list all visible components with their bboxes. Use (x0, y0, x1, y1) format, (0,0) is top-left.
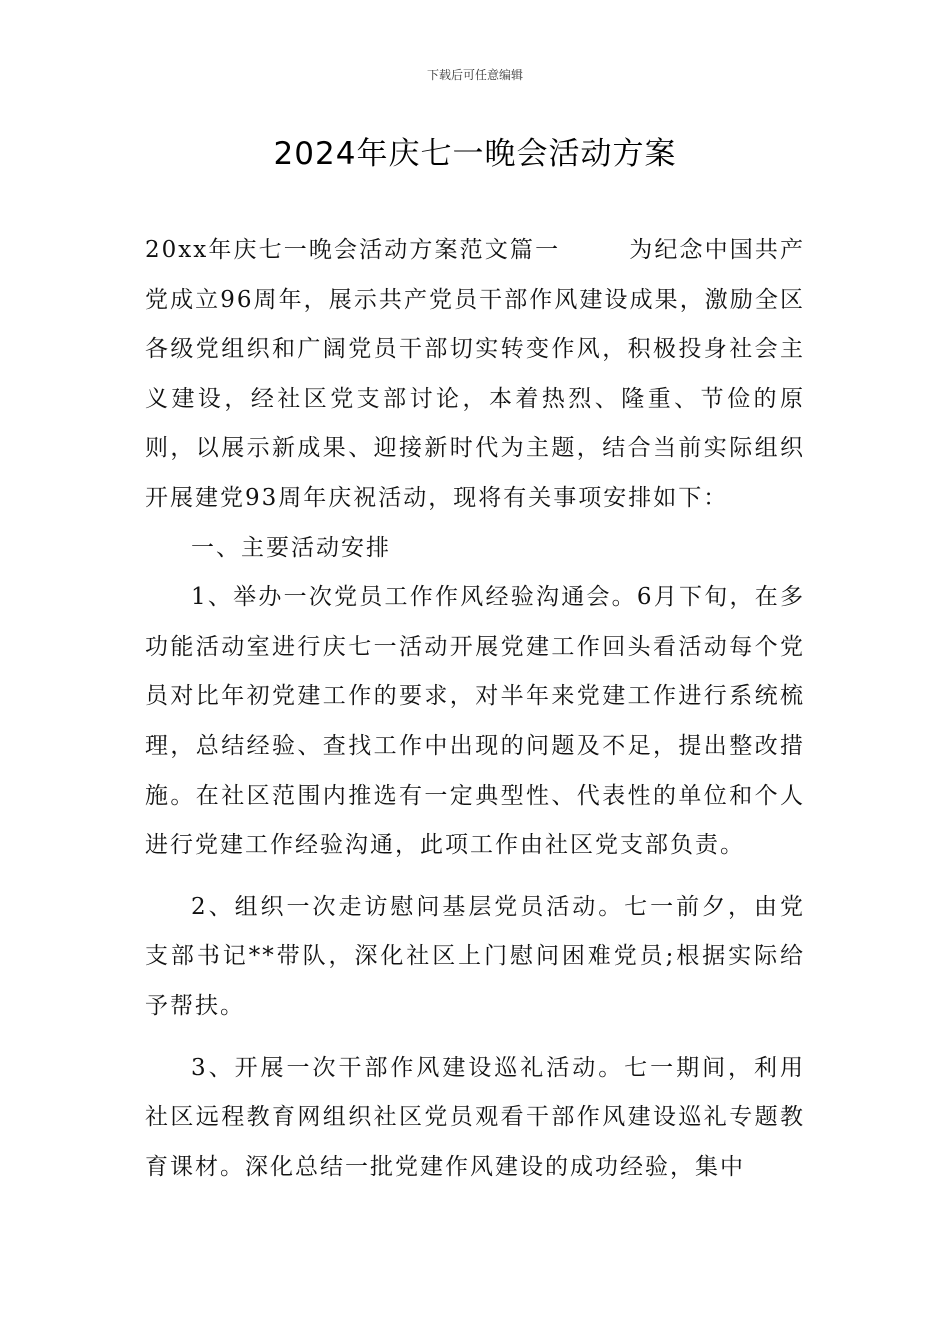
intro-lead: 20xx年庆七一晚会活动方案范文篇一 (145, 237, 561, 263)
header-note: 下载后可任意编辑 (426, 68, 523, 82)
document-title: 2024年庆七一晚会活动方案 (273, 136, 677, 172)
intro-text: 为纪念中国共产党成立96周年，展示共产党员干部作风建设成果，激励全区各级党组织和广阔党员干部切实转变作风，积极投身社会主义建设，经社区党支部讨论，本着热烈、隆重、节俭的原则，以展示新成果、迎接新时代为主题，结合当前实际组织开展建党93周年庆祝活动，现将有关事项安排如下： (145, 237, 805, 511)
section-heading: 一、主要活动安排 (191, 534, 391, 561)
list-item: 3、开展一次干部作风建设巡礼活动。七一期间，利用社区远程教育网组织社区党员观看干部作风建设巡礼专题教育课材。深化总结一批党建作风建设的成功经验，集中 (145, 1054, 805, 1180)
intro-paragraph (145, 226, 805, 524)
document-body (145, 226, 805, 1192)
list-item: 1、举办一次党员工作作风经验沟通会。6月下旬，在多功能活动室进行庆七一活动开展党建工作回头看活动每个党员对比年初党建工作的要求，对半年来党建工作进行系统梳理，总结经验、查找工作中出现的问题及不足，提出整改措施。在社区范围内推选有一定典型性、代表性的单位和个人进行党建工作经验沟通，此项工作由社区党支部负责。 (145, 584, 805, 859)
list-item: 2、组织一次走访慰问基层党员活动。七一前夕，由党支部书记**带队，深化社区上门慰问困难党员;根据实际给予帮扶。 (145, 893, 805, 1019)
